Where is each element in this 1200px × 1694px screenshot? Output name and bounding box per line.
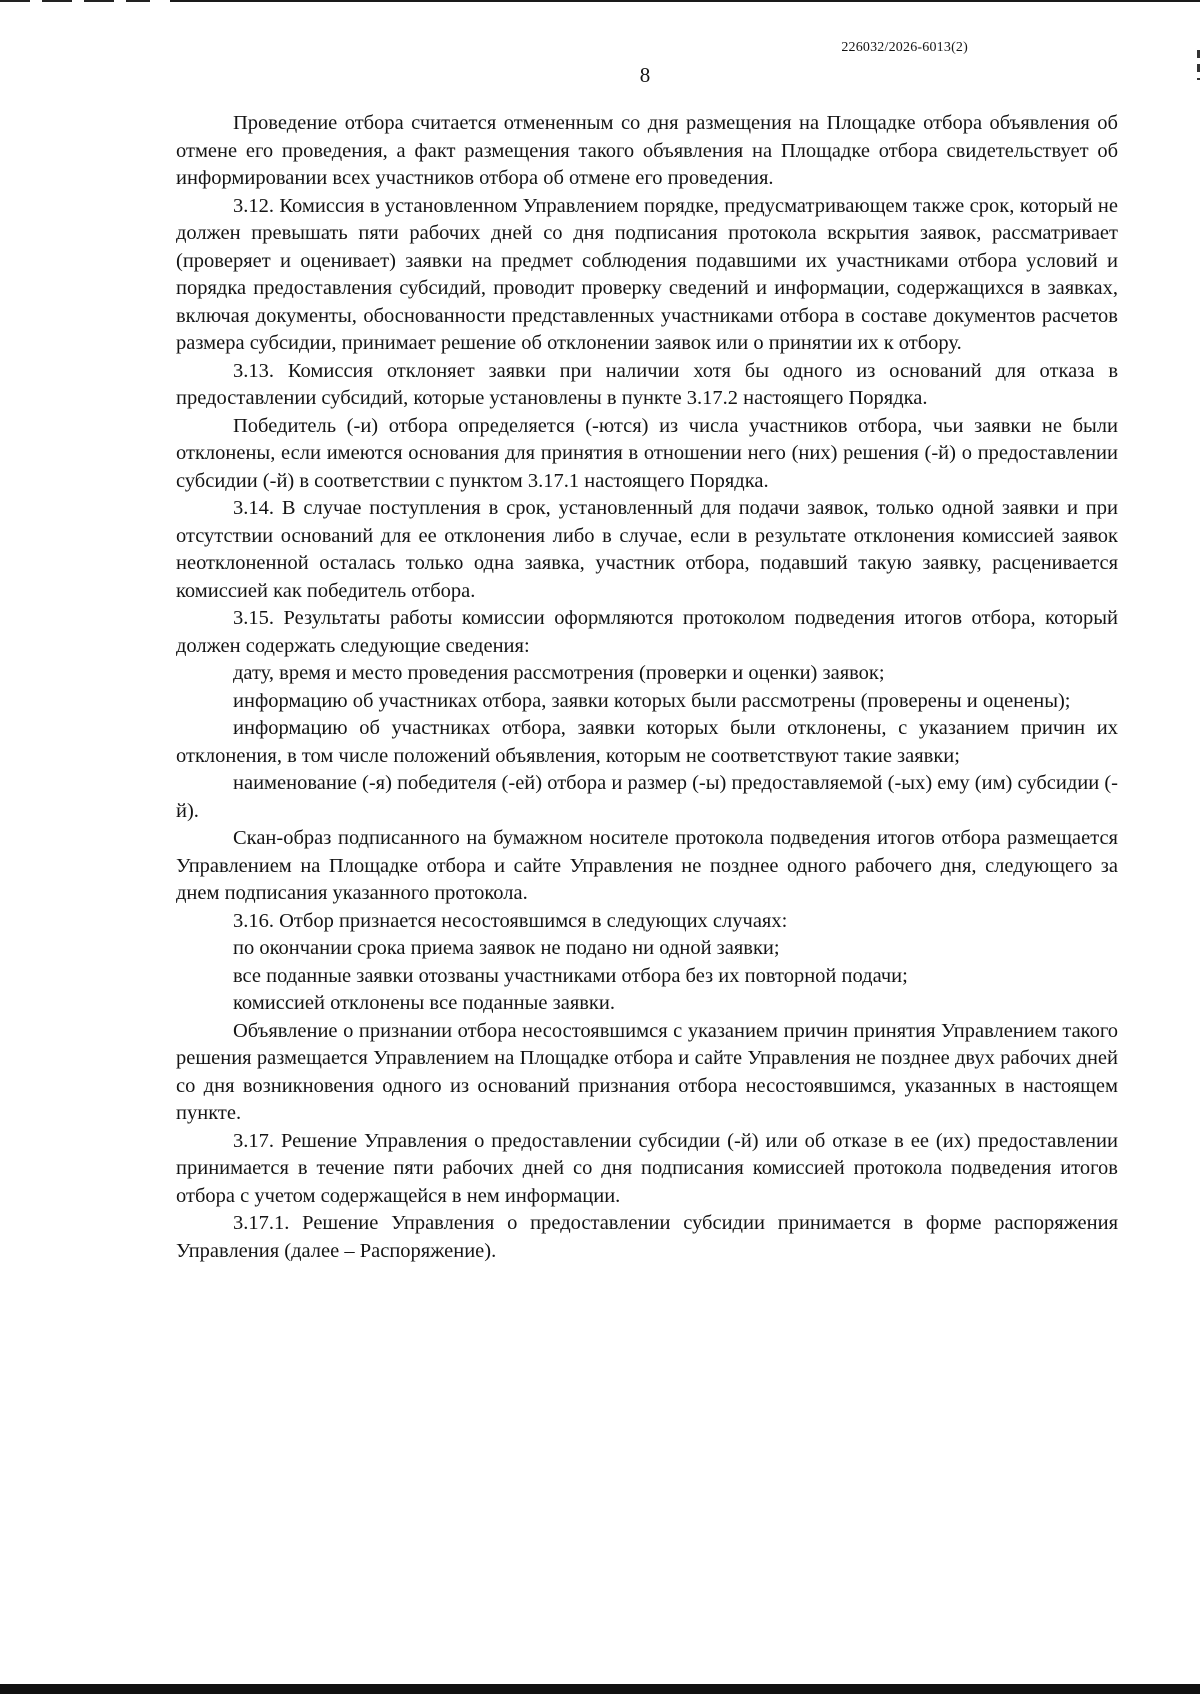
paragraph: информацию об участниках отбора, заявки которых были рассмотрены (проверены и оценены); xyxy=(233,689,1071,712)
paragraph: по окончании срока приема заявок не подано ни одной заявки; xyxy=(233,937,780,959)
page-number: 8 xyxy=(639,63,651,87)
scan-edge-mark xyxy=(0,0,150,2)
scan-top-line xyxy=(170,0,1200,2)
paragraph: 3.16. Отбор признается несостоявшимся в следующих случаях: xyxy=(233,909,788,932)
paragraph: дату, время и место проведения рассмотрения (проверки и оценки) заявок; xyxy=(233,662,885,684)
paragraph: комиссией отклонены все поданные заявки. xyxy=(233,992,615,1014)
paragraph: Скан-образ подписанного на бумажном носителе протокола подведения итогов отбора размещается Управлением на Площадке отбора и сайте Управления не позднее одного рабочего дня, следующего за днем подписания указанного протокола. xyxy=(176,827,1118,904)
document-body xyxy=(176,110,1118,1265)
paragraph: 3.12. Комиссия в установленном Управлением порядке, предусматривающем также срок, который не должен превышать пяти рабочих дней со дня подписания протокола вскрытия заявок, рассматривает (проверяет и оценивает) заявки на предмет соблюдения подавшими их участниками отбора условий и порядка предоставления субсидий, проводит проверку сведений и информации, содержащихся в заявках, включая документы, обоснованности представленных участниками отбора в составе документов расчетов размера субсидии, принимает решение об отклонении заявок или о принятии их к отбору. xyxy=(176,194,1118,354)
paragraph: Проведение отбора считается отмененным со дня размещения на Площадке отбора объявления об отмене его проведения, а факт размещения такого объявления на Площадке отбора свидетельствует об информировании всех участников отбора об отмене его проведения. xyxy=(176,112,1118,189)
paragraph: 3.17. Решение Управления о предоставлении субсидии (-й) или об отказе в ее (их) предоставлении принимается в течение пяти рабочих дней со дня подписания комиссией протокола подведения итогов отбора с учетом содержащейся в нем информации. xyxy=(176,1129,1118,1207)
scan-bottom-edge xyxy=(0,1684,1200,1694)
paragraph: 3.13. Комиссия отклоняет заявки при наличии хотя бы одного из оснований для отказа в предоставлении субсидий, которые установлены в пункте 3.17.2 настоящего Порядка. xyxy=(176,359,1118,409)
paragraph: 3.14. В случае поступления в срок, установленный для подачи заявок, только одной заявки и при отсутствии оснований для ее отклонения либо в случае, если в результате отклонения комиссией заявок неотклоненной осталась только одна заявка, участник отбора, подавший такую заявку, расценивается комиссией как победитель отбора. xyxy=(176,497,1118,602)
paragraph: информацию об участниках отбора, заявки которых были отклонены, с указанием причин их отклонения, в том числе положений объявления, которым не соответствуют такие заявки; xyxy=(176,717,1118,767)
paragraph: все поданные заявки отозваны участниками отбора без их повторной подачи; xyxy=(233,964,908,987)
paragraph: наименование (-я) победителя (-ей) отбора и размер (-ы) предоставляемой (-ых) ему (им) субсидии (-й). xyxy=(176,772,1118,822)
paragraph: Победитель (-и) отбора определяется (-ются) из числа участников отбора, чьи заявки не были отклонены, если имеются основания для принятия в отношении него (них) решения (-й) о предоставлении субсидии (-й) в соответствии с пунктом 3.17.1 настоящего Порядка. xyxy=(176,414,1118,492)
paragraph: Объявление о признании отбора несостоявшимся с указанием причин принятия Управлением такого решения размещается Управлением на Площадке отбора и сайте Управления не позднее двух рабочих дней со дня возникновения одного из оснований признания отбора несостоявшимся, указанных в настоящем пункте. xyxy=(176,1019,1118,1124)
paragraph: 3.15. Результаты работы комиссии оформляются протоколом подведения итогов отбора, который должен содержать следующие сведения: xyxy=(176,607,1118,657)
document-number: 226032/2026-6013(2) xyxy=(841,40,968,55)
paragraph: 3.17.1. Решение Управления о предоставлении субсидии принимается в форме распоряжения Управления (далее – Распоряжение). xyxy=(176,1212,1118,1262)
